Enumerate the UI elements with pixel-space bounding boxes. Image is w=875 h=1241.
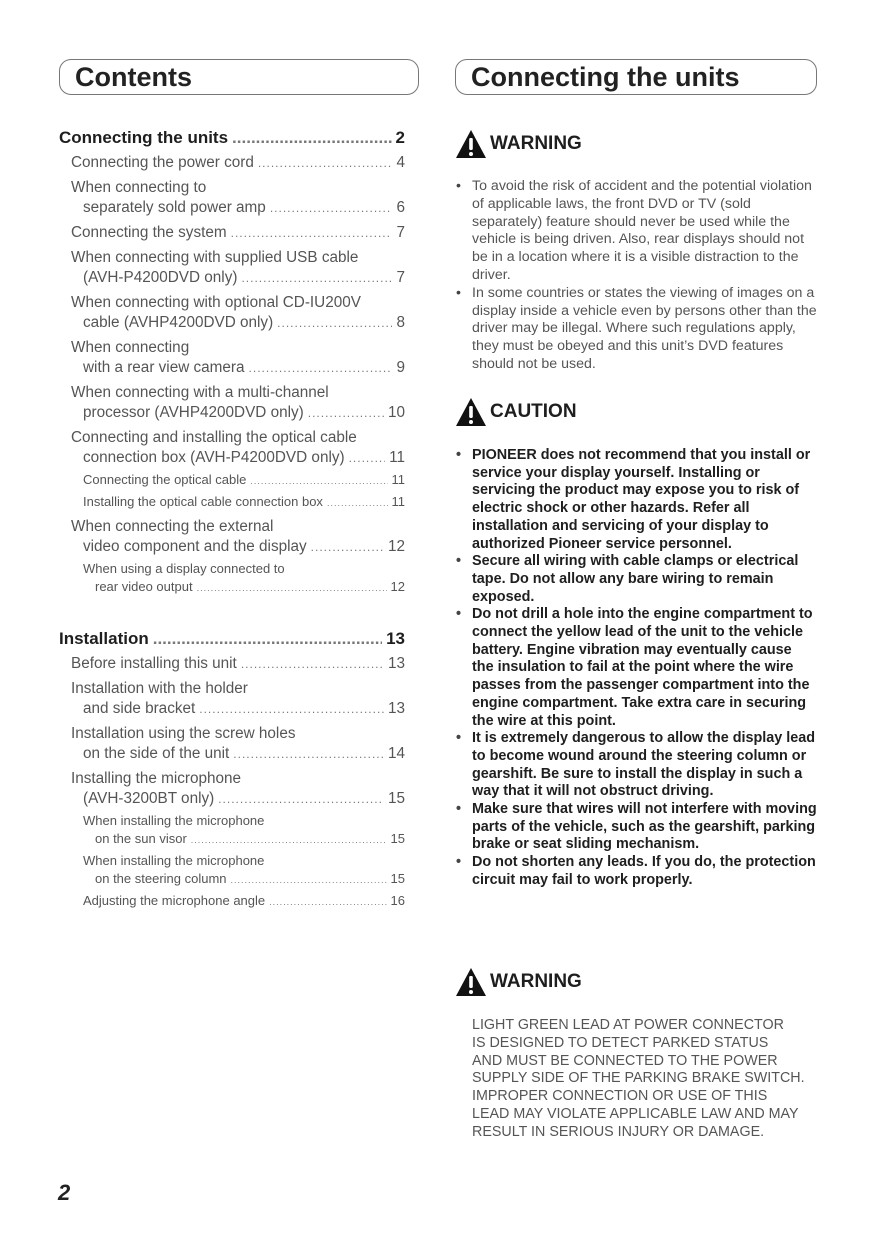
toc-entry-page: 15 xyxy=(390,831,405,846)
toc-entry-label: Adjusting the microphone angle xyxy=(83,893,266,908)
toc-entry-page: 4 xyxy=(396,154,405,171)
toc-block-1 xyxy=(59,128,405,597)
toc-entry-page: 7 xyxy=(396,224,405,241)
toc-entry-page: 11 xyxy=(389,449,405,466)
toc-entry[interactable] xyxy=(59,383,405,423)
toc-entry-label-cont: cable (AVHP4200DVD only) xyxy=(83,314,274,331)
toc-entry-page: 15 xyxy=(390,871,405,886)
warning-label: WARNING xyxy=(490,971,582,992)
toc-entry-label: Connecting the optical cable xyxy=(83,472,247,487)
toc-entry-label-cont: rear video output xyxy=(95,579,193,594)
warning-triangle-icon xyxy=(455,397,487,427)
toc-entry-label: When connecting xyxy=(71,339,190,356)
toc-entry[interactable] xyxy=(59,293,405,333)
leader-dots xyxy=(308,403,384,423)
leader-dots xyxy=(349,448,386,468)
warning-bullet: • In some countries or states the viewing of images on a display inside a vehicle even by persons other than the driver may be illegal. Where such regulations apply, they must be obeyed and this unit’s DVD features should not be used. xyxy=(455,285,817,374)
toc-items-list xyxy=(59,654,405,911)
toc-entry-label: Connecting the system xyxy=(71,224,227,241)
toc-entry-page: 12 xyxy=(387,538,405,555)
toc-entry[interactable] xyxy=(59,338,405,378)
toc-entry-page: 14 xyxy=(387,745,405,762)
toc-entry-label-cont: with a rear view camera xyxy=(83,359,245,376)
toc-entry-page: 15 xyxy=(387,790,405,807)
toc-entry-page: 13 xyxy=(387,700,405,717)
leader-dots xyxy=(191,830,387,849)
toc-entry[interactable] xyxy=(59,248,405,288)
leader-dots xyxy=(197,578,387,597)
toc-section-title: Connecting the units xyxy=(59,128,229,147)
toc-entry-page: 8 xyxy=(396,314,405,331)
toc-entry-label: When connecting with supplied USB cable xyxy=(71,249,359,266)
toc-entry[interactable] xyxy=(59,428,405,468)
toc-entry-label-cont: on the side of the unit xyxy=(83,745,230,762)
caution-bullet: • Do not drill a hole into the engine compartment to connect the yellow lead of the unit to the vehicle battery. Engine vibration may eventually cause the insulation to fail at the point where the wire passes from the passenger compartment into the engine compartment. Take extra care in securing the wire at this point. xyxy=(455,606,817,730)
caution-heading xyxy=(455,397,577,427)
caution-bullet: • It is extremely dangerous to allow the display lead to become wound around the steering column or gearshift. Be sure to install the display in such a way that it will not obstruct driving. xyxy=(455,730,817,801)
warning-triangle-icon xyxy=(455,129,487,159)
caution-bullet: • Secure all wiring with cable clamps or electrical tape. Do not allow any bare wiring to remain exposed. xyxy=(455,553,817,606)
toc-entry-label: Installation with the holder xyxy=(71,680,248,697)
connecting-column xyxy=(455,59,817,1140)
toc-entry-label-cont: video component and the display xyxy=(83,538,307,555)
toc-entry-label: Installing the optical cable connection box xyxy=(83,494,323,509)
leader-dots xyxy=(199,699,384,719)
toc-entry-page: 9 xyxy=(396,359,405,376)
caution-bullet: • Do not shorten any leads. If you do, the protection circuit may fail to work properly. xyxy=(455,854,817,889)
toc-entry[interactable] xyxy=(59,153,405,173)
caution-bullet: • Make sure that wires will not interfere with moving parts of the vehicle, such as the gearshift, parking brake or seat sliding mechanism. xyxy=(455,801,817,854)
toc-subentry[interactable] xyxy=(59,892,405,911)
warning-bullets xyxy=(455,178,817,374)
page-number: 2 xyxy=(58,1180,71,1205)
toc-entry[interactable] xyxy=(59,517,405,557)
toc-entry[interactable] xyxy=(59,769,405,809)
toc-entry[interactable] xyxy=(59,223,405,243)
toc-section-title: Installation xyxy=(59,629,149,648)
toc-entry-label-cont: on the sun visor xyxy=(95,831,187,846)
toc-entry-label: Connecting the power cord xyxy=(71,154,254,171)
connecting-heading: Connecting the units xyxy=(455,59,817,95)
toc-entry-label: When installing the microphone xyxy=(83,813,265,828)
toc-subentry[interactable] xyxy=(59,493,405,512)
toc-subentry[interactable] xyxy=(59,852,405,889)
caution-bullets xyxy=(455,447,817,890)
leader-dots xyxy=(277,313,392,333)
toc-block-2 xyxy=(59,629,405,911)
leader-dots xyxy=(258,153,393,173)
leader-dots xyxy=(231,223,393,243)
leader-dots xyxy=(153,629,382,649)
toc-entry[interactable] xyxy=(59,724,405,764)
leader-dots xyxy=(311,537,384,557)
caution-label: CAUTION xyxy=(490,401,577,422)
warning-bullet: • To avoid the risk of accident and the potential violation of applicable laws, the front DVD or TV (sold separately) feature should never be used while the vehicle is being driven. Also, rear displays should not be in a location where it is a visible distraction to the driver. xyxy=(455,178,817,285)
toc-entry-page: 11 xyxy=(391,494,405,509)
toc-entry-label: Installation using the screw holes xyxy=(71,725,296,742)
toc-entry-label: When connecting with a multi-channel xyxy=(71,384,329,401)
toc-entry-page: 6 xyxy=(396,199,405,216)
parking-warning-text: LIGHT GREEN LEAD AT POWER CONNECTOR IS DESIGNED TO DETECT PARKED STATUS AND MUST BE CONNECTED TO THE POWER SUPPLY SIDE OF THE PARKING BRAKE SWITCH. IMPROPER CONNECTION OR USE OF THIS LEAD MAY VIOLATE APPLICABLE LAW AND MAY RESULT IN SERIOUS INJURY OR DAMAGE. xyxy=(472,1017,805,1140)
toc-entry-label: When connecting with optional CD-IU200V xyxy=(71,294,361,311)
warning-label: WARNING xyxy=(490,133,582,154)
toc-entry-page: 13 xyxy=(387,655,405,672)
leader-dots xyxy=(250,471,387,490)
warning-heading-1 xyxy=(455,129,582,159)
toc-entry-label: When using a display connected to xyxy=(83,561,285,576)
toc-entry-page: 12 xyxy=(390,579,405,594)
toc-entry-page: 7 xyxy=(396,269,405,286)
leader-dots xyxy=(231,870,387,889)
toc-entry-page: 16 xyxy=(390,893,405,908)
toc-entry-label: When installing the microphone xyxy=(83,853,265,868)
toc-entry[interactable] xyxy=(59,679,405,719)
toc-entry-label: When connecting to xyxy=(71,179,207,196)
toc-entry-label-cont: and side bracket xyxy=(83,700,196,717)
toc-section-installation[interactable] xyxy=(59,629,405,649)
toc-subentry[interactable] xyxy=(59,560,405,597)
toc-entry-label: Before installing this unit xyxy=(71,655,237,672)
toc-entry-label-cont: (AVH-3200BT only) xyxy=(83,790,215,807)
warning-heading-2 xyxy=(455,967,582,997)
toc-section-page: 2 xyxy=(395,128,405,147)
toc-section-connecting[interactable] xyxy=(59,128,405,148)
toc-subentry[interactable] xyxy=(59,812,405,849)
toc-entry-label: When connecting the external xyxy=(71,518,274,535)
leader-dots xyxy=(241,654,384,674)
toc-entry-label-cont: separately sold power amp xyxy=(83,199,266,216)
toc-entry-page: 11 xyxy=(391,472,405,487)
leader-dots xyxy=(270,198,393,218)
contents-heading: Contents xyxy=(59,59,419,95)
leader-dots xyxy=(249,358,393,378)
leader-dots xyxy=(241,268,392,288)
toc-entry-label-cont: processor (AVHP4200DVD only) xyxy=(83,404,304,421)
toc-entry-label-cont: on the steering column xyxy=(95,871,227,886)
toc-entry-label: Installing the microphone xyxy=(71,770,242,787)
toc-section-page: 13 xyxy=(386,629,405,648)
leader-dots xyxy=(232,128,391,148)
toc-entry[interactable] xyxy=(59,178,405,218)
toc-entry-label: Connecting and installing the optical cable xyxy=(71,429,357,446)
caution-bullet: • PIONEER does not recommend that you install or service your display yourself. Installing or servicing the product may expose you to risk of electric shock or other hazards. Refer all installation and servicing of your display to authorized Pioneer service personnel. xyxy=(455,447,817,553)
leader-dots xyxy=(327,493,388,512)
toc-entry[interactable] xyxy=(59,654,405,674)
toc-entry-label-cont: (AVH-P4200DVD only) xyxy=(83,269,238,286)
leader-dots xyxy=(269,892,386,911)
warning-triangle-icon xyxy=(455,967,487,997)
toc-items-list xyxy=(59,153,405,597)
leader-dots xyxy=(218,789,384,809)
leader-dots xyxy=(233,744,384,764)
toc-subentry[interactable] xyxy=(59,471,405,490)
toc-entry-page: 10 xyxy=(387,404,405,421)
contents-column xyxy=(59,59,419,908)
toc-entry-label-cont: connection box (AVH-P4200DVD only) xyxy=(83,449,345,466)
